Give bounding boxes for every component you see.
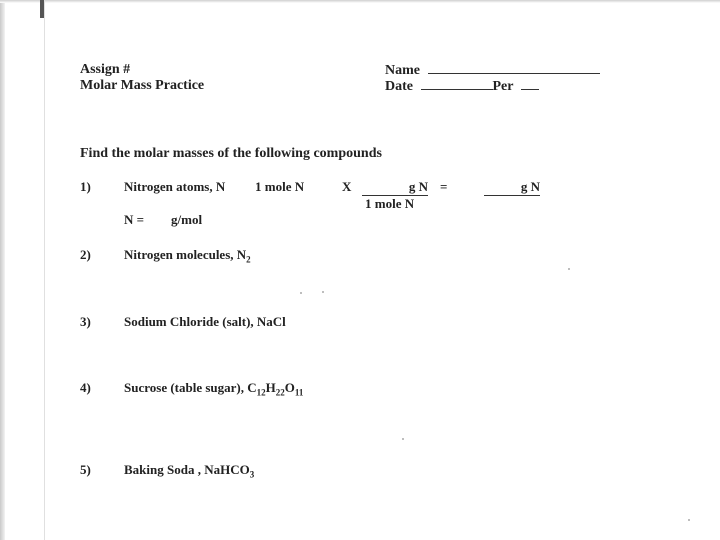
problem-text-main: Nitrogen molecules, N [124, 247, 247, 262]
problem-text [124, 380, 303, 398]
multiply-sign: X [342, 179, 352, 194]
conversion-numerator: g N [362, 179, 428, 196]
problem-text: Nitrogen atoms, N [124, 179, 226, 194]
date-row [385, 77, 539, 95]
problem-number: 1) [80, 179, 91, 194]
subscript: 22 [275, 387, 285, 398]
margin-line [44, 0, 45, 540]
result-unit: g N [484, 179, 540, 196]
problem-number: 4) [80, 380, 91, 395]
subscript: 2 [246, 254, 251, 265]
instructions: Find the molar masses of the following compounds [80, 146, 382, 161]
problem-text: Sodium Chloride (salt), NaCl [124, 314, 286, 329]
problem-text [124, 247, 251, 265]
per-label: Per [492, 79, 514, 94]
element-symbol: O [284, 380, 295, 395]
problem-text-main: Sucrose (table sugar), C [124, 380, 257, 395]
problem-number: 5) [80, 462, 91, 477]
page-edge [0, 0, 5, 540]
equals-sign: = [440, 179, 448, 194]
mole-amount: 1 mole N [255, 179, 305, 194]
per-blank [521, 77, 539, 90]
problem-number: 2) [80, 247, 91, 262]
date-blank [421, 77, 493, 90]
scan-speck [322, 291, 324, 293]
worksheet-title: Molar Mass Practice [80, 78, 205, 93]
scan-speck [300, 292, 302, 294]
name-blank [428, 61, 600, 74]
subscript: 12 [256, 387, 266, 398]
scan-speck [402, 438, 404, 440]
scan-speck [688, 519, 690, 521]
date-label: Date [385, 79, 413, 94]
scan-speck [568, 268, 570, 270]
element-symbol: H [265, 380, 276, 395]
page-top-edge [0, 0, 720, 3]
followup-unit: g/mol [171, 212, 203, 227]
name-label: Name [385, 63, 420, 78]
problem-number: 3) [80, 314, 91, 329]
conversion-denominator: 1 mole N [365, 196, 415, 211]
followup-symbol: N = [124, 212, 145, 227]
assign-label: Assign # [80, 62, 131, 77]
subscript: 3 [249, 469, 255, 480]
problem-text-main: Baking Soda , NaHCO [124, 462, 250, 477]
problem-text [124, 462, 254, 480]
subscript: 11 [294, 387, 304, 398]
